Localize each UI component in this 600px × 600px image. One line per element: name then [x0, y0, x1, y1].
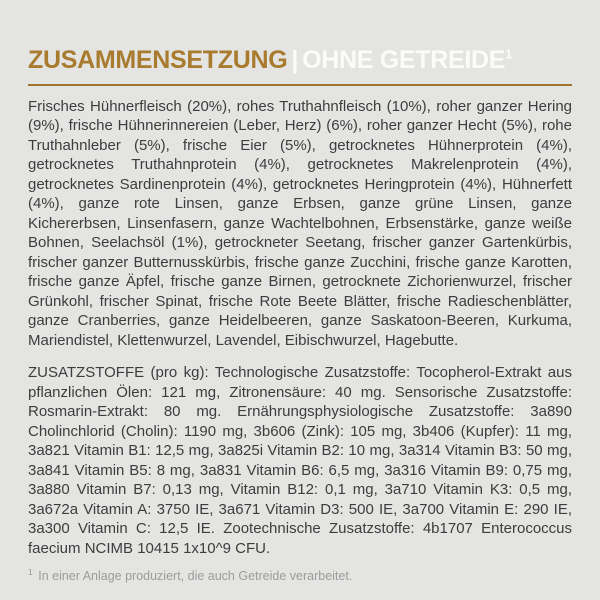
additives-paragraph: ZUSATZSTOFFE (pro kg): Technologische Zusatzstoffe: Tocopherol-Extrakt aus pflanzlichen Ölen: 121 mg, Zitronensäure: 40 mg. Sensorische Zusatzstoffe: Rosmarin-Extrakt: 80 mg. Ernährungsphysiologische Zusatzstoffe: 3a890 Cholinchlorid (Cholin): 1190 mg, 3b606 (Zink): 105 mg, 3b406 (Kupfer): 11 mg, 3a821 Vitamin B1: 12,5 mg, 3a825i Vitamin B2: 10 mg, 3a314 Vitamin B3: 50 mg, 3a841 Vitamin B5: 8 mg, 3a831 Vitamin B6: 6,5 mg, 3a316 Vitamin B9: 0,75 mg, 3a880 Vitamin B7: 0,13 mg, Vitamin B12: 0,1 mg, 3a710 Vitamin K3: 0,5 mg, 3a672a Vitamin A: 3750 IE, 3a671 Vitamin D3: 500 IE, 3a700 Vitamin E: 290 IE, 3a300 Vitamin C: 12,5 IE. Zootechnische Zusatzstoffe: 4b1707 Enterococcus faecium NCIMB 10415 1x10^9 CFU. — [28, 364, 572, 557]
section-title: ZUSAMMENSETZUNG — [28, 46, 288, 74]
footnote-text: In einer Anlage produziert, die auch Getreide verarbeitet. — [38, 568, 353, 583]
header-separator: | — [291, 46, 299, 74]
subtitle-footnote-marker: 1 — [505, 46, 513, 62]
composition-paragraph: Frisches Hühnerfleisch (20%), rohes Truthahnfleisch (10%), roher ganzer Hering (9%), frische Hühnerinnereien (Leber, Herz) (6%), roher ganzer Hecht (5%), rohe Truthahnleber (5%), frische Eier (5%), getrocknetes Hühnerprotein (4%), getrocknetes Truthahnprotein (4%), getrocknetes Makrelenprotein (4%), getrocknetes Sardinenprotein (4%), getrocknetes Heringprotein (4%), Hühnerfett (4%), ganze rote Linsen, ganze Erbsen, ganze grüne Linsen, ganze Kichererbsen, Linsenfasern, ganze Wachtelbohnen, Erbsenstärke, ganze weiße Bohnen, Seelachsöl (1%), getrockneter Seetang, frischer ganzer Gartenkürbis, frischer ganzer Butternusskürbis, frische ganze Zucchini, frische ganze Karotten, frische ganze Äpfel, frische ganze Birnen, getrocknete Zichorienwurzel, frischer Grünkohl, frischer Spinat, frische Rote Beete Blätter, frische Radieschenblätter, ganze Cranberries, ganze Heidelbeeren, ganze Saskatoon-Beeren, Kurkuma, Mariendistel, Klettenwurzel, Lavendel, Eibischwurzel, Hagebutte. — [28, 97, 572, 349]
section-subtitle — [302, 46, 512, 74]
section-header — [28, 47, 572, 75]
footnote — [28, 568, 572, 584]
section-subtitle-text: OHNE GETREIDE — [302, 46, 506, 74]
footnote-marker: 1 — [28, 566, 33, 577]
label-content — [28, 0, 572, 558]
header-divider — [28, 84, 572, 86]
